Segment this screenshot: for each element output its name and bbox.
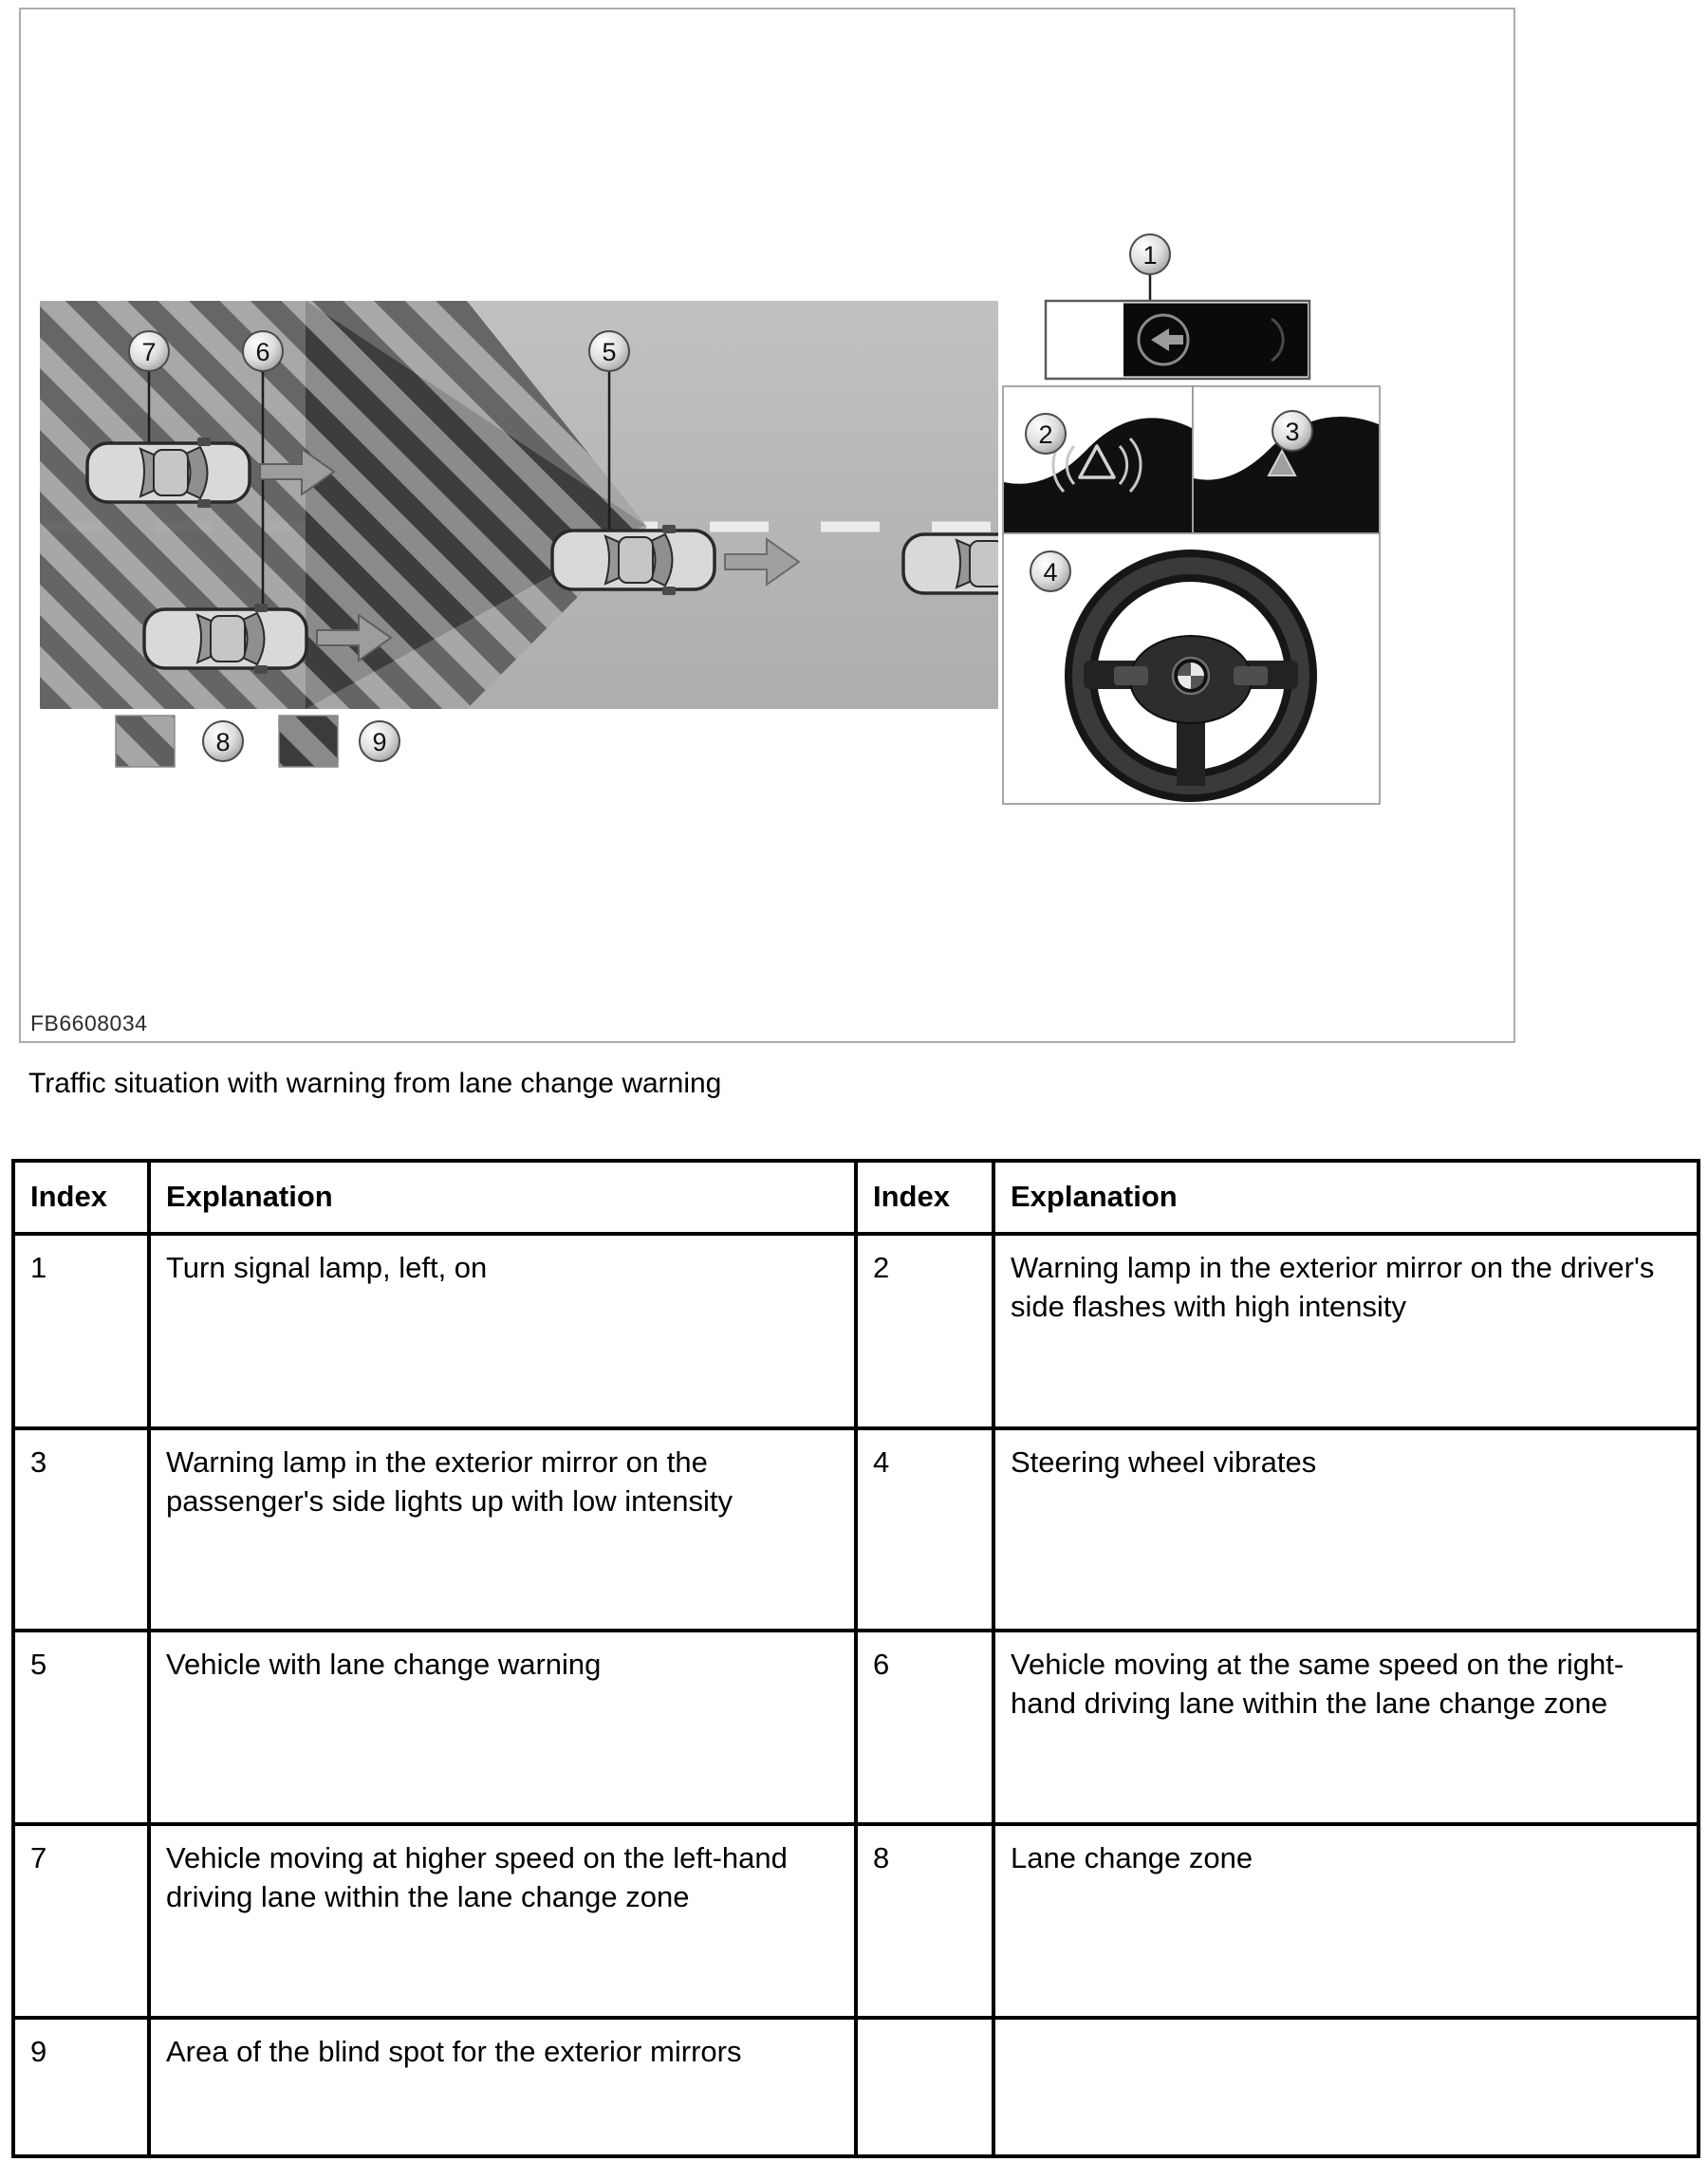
explanation-cell: Vehicle with lane change warning [149, 1631, 856, 1824]
callout-9-label: 9 [372, 728, 387, 756]
callout-4-marker [1030, 551, 1070, 591]
explanation-cell [993, 2018, 1699, 2156]
explanation-cell: Vehicle moving at the same speed on the right-hand driving lane within the lane change zone [993, 1631, 1699, 1824]
explanation-cell: Steering wheel vibrates [993, 1428, 1699, 1631]
callout-9-marker [360, 721, 399, 761]
explanation-header: Explanation [993, 1161, 1699, 1234]
car-with-lane-change-warning [552, 525, 715, 595]
explanation-cell: Warning lamp in the exterior mirror on the driver's side flashes with high intensity [993, 1234, 1699, 1428]
explanation-cell: Warning lamp in the exterior mirror on the passenger's side lights up with low intensity [149, 1428, 856, 1631]
figure-caption: Traffic situation with warning from lane change warning [28, 1068, 722, 1099]
callout-6-label: 6 [255, 338, 270, 366]
callout-6-marker [243, 331, 283, 371]
lane-change-diagram [21, 9, 1513, 1041]
callout-7-label: 7 [141, 338, 157, 366]
table-header-row [13, 1161, 1699, 1234]
explanation-cell: Lane change zone [993, 1824, 1699, 2018]
callout-7-marker [129, 331, 169, 371]
index-cell: 9 [13, 2018, 149, 2156]
table-row [13, 1428, 1699, 1631]
index-cell: 6 [856, 1631, 993, 1824]
index-cell: 3 [13, 1428, 149, 1631]
callout-1-marker [1130, 234, 1170, 274]
table-row [13, 1824, 1699, 2018]
figure-lane-change-warning [19, 8, 1515, 1043]
callout-1-label: 1 [1142, 241, 1158, 270]
table-row [13, 2018, 1699, 2156]
explanation-cell: Turn signal lamp, left, on [149, 1234, 856, 1428]
index-cell: 7 [13, 1824, 149, 2018]
index-cell [856, 2018, 993, 2156]
callout-4-label: 4 [1043, 558, 1058, 587]
index-cell: 4 [856, 1428, 993, 1631]
index-cell: 1 [13, 1234, 149, 1428]
explanation-cell: Vehicle moving at higher speed on the left-hand driving lane within the lane change zone [149, 1824, 856, 2018]
callout-8-label: 8 [215, 728, 231, 756]
mirror-warning-passenger-side [1193, 386, 1380, 533]
explanation-cell: Area of the blind spot for the exterior mirrors [149, 2018, 856, 2156]
turn-signal-indicator [1046, 301, 1309, 379]
legend-lane-change-zone-swatch [116, 716, 175, 767]
callout-2-label: 2 [1038, 420, 1053, 449]
callout-3-label: 3 [1285, 418, 1300, 446]
callout-5-label: 5 [602, 338, 617, 366]
car-left-lane [87, 438, 250, 508]
index-cell: 8 [856, 1824, 993, 2018]
figure-code: FB6608034 [30, 1011, 148, 1035]
callout-5-marker [589, 331, 629, 371]
index-header: Index [13, 1161, 149, 1234]
table-row [13, 1631, 1699, 1824]
car-right-lane [144, 604, 306, 674]
index-cell: 2 [856, 1234, 993, 1428]
legend-blind-spot-swatch [279, 716, 338, 767]
index-cell: 5 [13, 1631, 149, 1824]
index-header: Index [856, 1161, 993, 1234]
mirror-warning-driver-side [1003, 386, 1193, 533]
callout-2-marker [1026, 414, 1066, 454]
table-row [13, 1234, 1699, 1428]
explanation-header: Explanation [149, 1161, 856, 1234]
callout-3-marker [1272, 411, 1312, 451]
callout-8-marker [203, 721, 243, 761]
explanation-table [11, 1159, 1700, 2158]
